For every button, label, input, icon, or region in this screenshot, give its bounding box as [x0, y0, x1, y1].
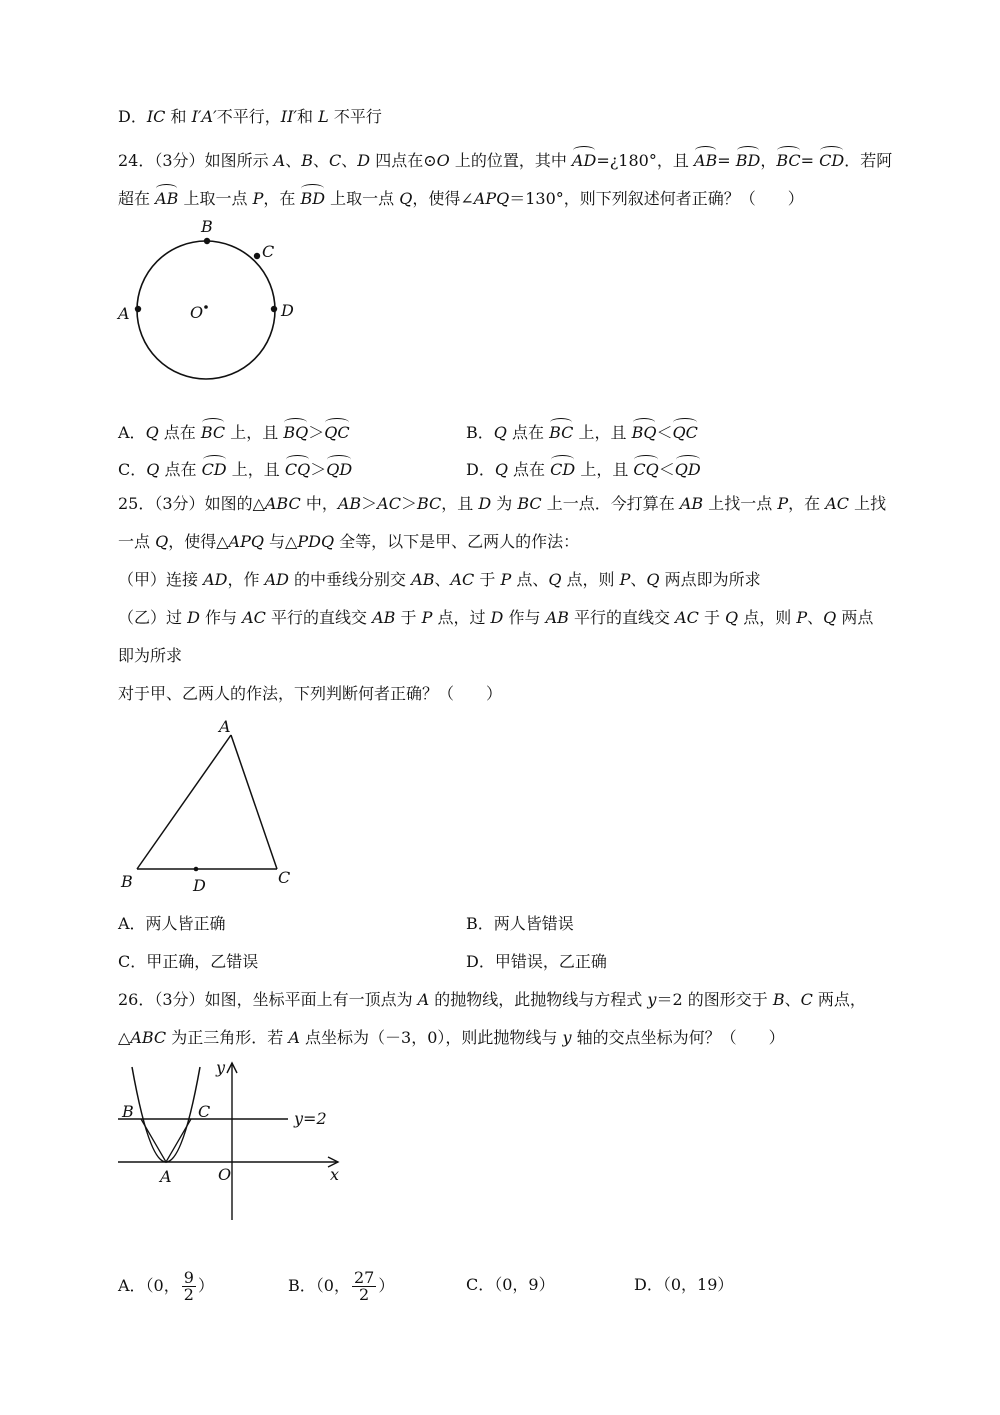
q24-option-a[interactable]: A．Q 点在 BC 上，且 BQ＞QC	[118, 418, 350, 444]
q25-line3: （甲）连接 AD，作 AD 的中垂线分别交 AB、AC 于 P 点、Q 点，则 P、Q 两点即为所求	[118, 570, 761, 589]
side-ab	[137, 735, 231, 869]
q26-line1: 26．（3分）如图，坐标平面上有一顶点为 A 的抛物线，此抛物线与方程式 y＝2 的图形交于 B、C 两点，	[118, 990, 866, 1009]
label-c: C	[278, 868, 291, 887]
q26-option-b-suffix: ）	[378, 1276, 395, 1295]
q26-line2: △ABC 为正三角形．若 A 点坐标为（－3，0），则此抛物线与 y 轴的交点坐标为何？（ ）	[118, 1028, 785, 1047]
q26-option-d[interactable]: D．（0，19）	[634, 1275, 734, 1294]
label-a: A	[160, 1167, 172, 1186]
prev-option-d: D．IC 和 I′A′不平行，II′和 L 不平行	[118, 107, 382, 126]
q24-option-c[interactable]: C．Q 点在 CD 上，且 CQ＞QD	[118, 455, 352, 481]
q24-score: （3分）	[154, 151, 205, 170]
q26-option-b-denominator: 2	[359, 1285, 370, 1304]
q26-option-a[interactable]	[118, 1270, 214, 1303]
q26-option-a-numerator: 9	[183, 1268, 194, 1287]
label-c: C	[198, 1102, 211, 1121]
q24-number: 24．	[118, 151, 155, 170]
q26-score: （3分）	[154, 990, 205, 1009]
q25-line5: 即为所求	[118, 646, 183, 665]
label-o: O	[218, 1165, 232, 1184]
point-d-dot	[271, 306, 277, 312]
q25-line6: 对于甲、乙两人的作法，下列判断何者正确？（ ）	[118, 684, 503, 703]
circle-o	[137, 241, 275, 379]
point-o-dot	[204, 305, 208, 309]
q25-option-b[interactable]: B．两人皆错误	[466, 914, 574, 933]
q25-option-a[interactable]: A．两人皆正确	[118, 914, 226, 933]
q26-option-b-fraction	[352, 1270, 376, 1303]
point-b-dot	[204, 238, 210, 244]
q25-score: （3分）	[154, 494, 205, 513]
q25-triangle-figure	[115, 715, 305, 895]
label-o: O	[190, 303, 204, 322]
q24-option-b[interactable]: B．Q 点在 BC 上，且 BQ＜QC	[466, 418, 698, 444]
parabola	[132, 1067, 200, 1162]
q26-option-a-fraction	[182, 1270, 196, 1303]
q26-option-a-prefix: A．（0，	[118, 1276, 180, 1295]
q25-line2: 一点 Q，使得△APQ 与△PDQ 全等，以下是甲、乙两人的作法：	[118, 532, 580, 551]
triangle-abc	[141, 1119, 191, 1162]
label-y-equals-2: y=2	[294, 1109, 327, 1128]
q26-option-b-prefix: B．（0，	[288, 1276, 350, 1295]
label-b: B	[121, 872, 133, 891]
label-b: B	[201, 217, 213, 236]
label-c: C	[262, 242, 275, 261]
q26-parabola-figure	[110, 1055, 350, 1225]
q24-line1: 24．（3分）如图所示 A、B、C、D 四点在⊙O 上的位置，其中 AD=¿180°，且 AB= BD，BC= CD．若阿	[118, 146, 892, 172]
point-a-dot	[135, 306, 141, 312]
label-b: B	[122, 1102, 134, 1121]
q24-option-d[interactable]: D．Q 点在 CD 上，且 CQ＜QD	[466, 455, 701, 481]
label-y: y	[216, 1058, 226, 1077]
label-x: x	[330, 1165, 340, 1184]
label-a: A	[219, 717, 231, 736]
q26-number: 26．	[118, 990, 155, 1009]
q26-option-c[interactable]: C．（0，9）	[466, 1275, 555, 1294]
q26-option-b[interactable]	[288, 1270, 394, 1303]
point-d-dot	[194, 867, 199, 872]
point-c-dot	[254, 253, 260, 259]
q25-option-c[interactable]: C．甲正确，乙错误	[118, 952, 259, 971]
q25-line4: （乙）过 D 作与 AC 平行的直线交 AB 于 P 点，过 D 作与 AB 平行的直线交 AC 于 Q 点，则 P、Q 两点	[118, 608, 874, 627]
label-d: D	[281, 301, 294, 320]
q26-option-a-suffix: ）	[197, 1276, 214, 1295]
q25-line1: 25．（3分）如图的△ABC 中，AB＞AC＞BC，且 D 为 BC 上一点．今打算在 AB 上找一点 P，在 AC 上找	[118, 494, 887, 513]
label-a: A	[118, 304, 130, 323]
q24-circle-figure	[110, 215, 310, 385]
q26-option-a-denominator: 2	[183, 1285, 194, 1304]
q26-option-b-numerator: 27	[353, 1268, 375, 1287]
q25-option-d[interactable]: D．甲错误，乙正确	[466, 952, 607, 971]
label-d: D	[193, 876, 206, 895]
q25-number: 25．	[118, 494, 155, 513]
q24-line2: 超在 AB 上取一点 P，在 BD 上取一点 Q，使得∠APQ＝130°，则下列叙述何者正确？（ ）	[118, 184, 804, 210]
side-ac	[231, 735, 277, 869]
